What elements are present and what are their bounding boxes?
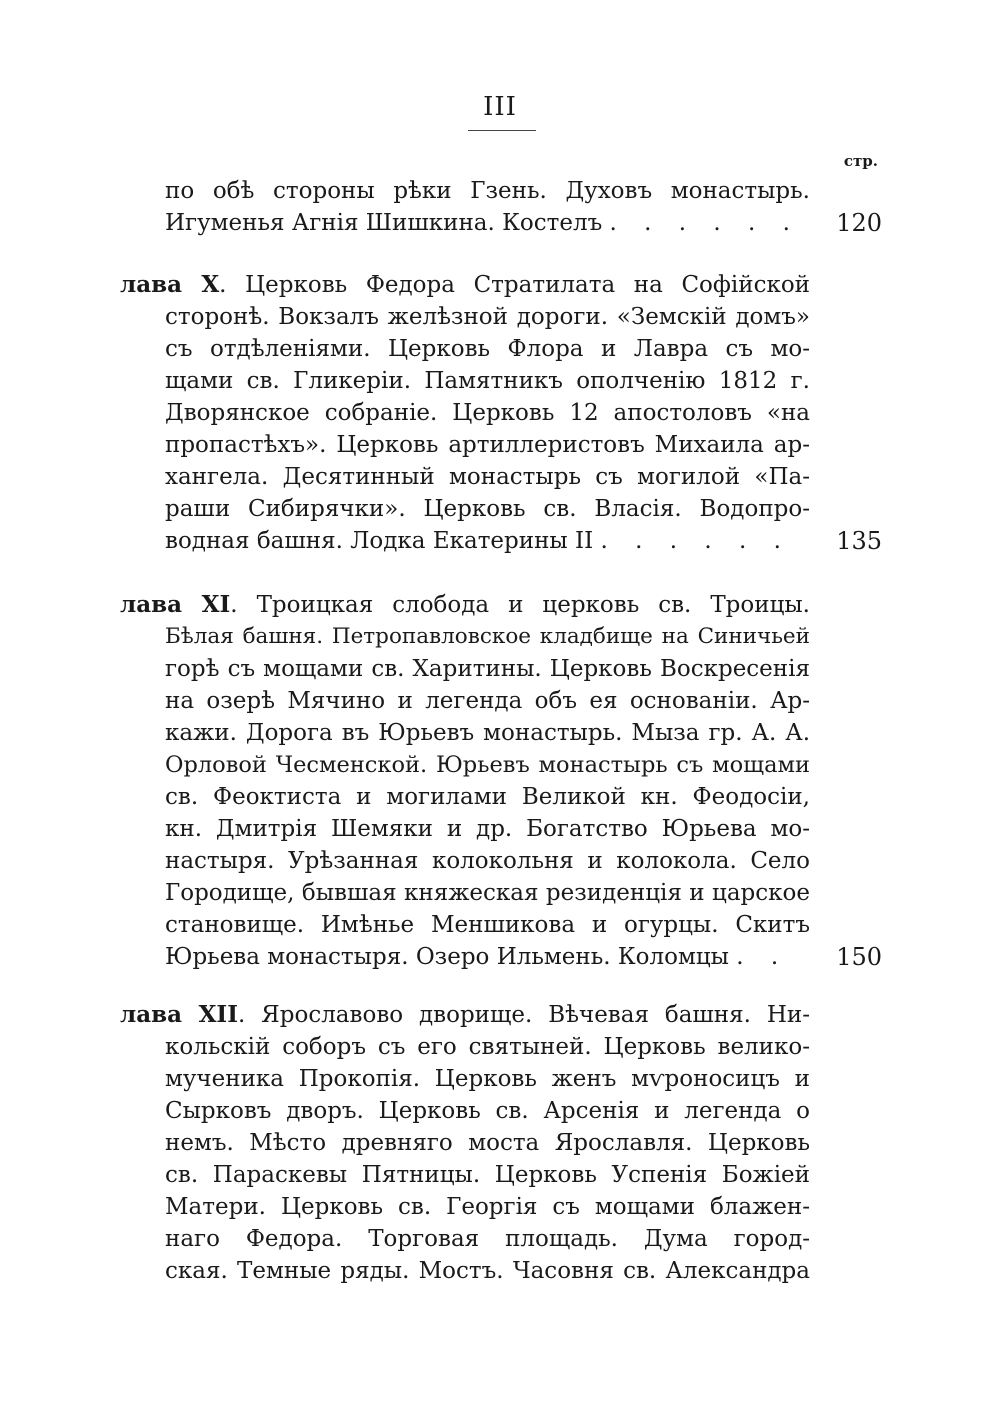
page-reference: 150 — [836, 943, 882, 971]
toc-line: кажи. Дорога въ Юрьевъ монастырь. Мыза гр. А. А. — [165, 720, 810, 746]
page-number: III — [483, 92, 517, 122]
toc-line: по обѣ стороны рѣки Гзень. Духовъ монастырь. — [165, 178, 810, 204]
toc-line: Дворянское собраніе. Церковь 12 апостоловъ «на — [165, 400, 810, 426]
toc-line-text: водная башня. Лодка Екатерины II — [165, 528, 594, 554]
page-reference: 135 — [836, 527, 882, 555]
toc-line: становище. Имѣнье Меншикова и огурцы. Скитъ — [165, 912, 810, 938]
toc-line: лава XII. Ярославово дворище. Вѣчевая башня. Ни- — [120, 1001, 811, 1028]
toc-line: на озерѣ Мячино и легенда объ ея основаніи. Ар- — [165, 688, 810, 714]
chapter-label: лава XI — [120, 591, 231, 618]
toc-line: лава XI. Троицкая слобода и церковь св. Троицы. — [120, 591, 810, 618]
toc-line-text: Юрьева монастыря. Озеро Ильмень. Коломцы — [165, 944, 729, 970]
dot-leader: . . . . . . — [600, 528, 791, 554]
toc-line: наго Федора. Торговая площадь. Дума город- — [165, 1226, 810, 1252]
dot-leader: . . — [736, 944, 789, 970]
toc-line-text: Троицкая слобода и церковь св. Троицы. — [256, 592, 810, 618]
toc-line-text: Ярославово дворище. Вѣчевая башня. Ни- — [261, 1002, 811, 1028]
toc-line: лава X. Церковь Федора Стратилата на Софійской — [120, 271, 811, 298]
toc-line: кольскій соборъ съ его святыней. Церковь велико- — [165, 1034, 810, 1060]
toc-line: ская. Темные ряды. Мостъ. Часовня св. Александра — [165, 1258, 810, 1284]
toc-line: мученика Прокопія. Церковь женъ мѵроносицъ и — [165, 1066, 810, 1092]
toc-line: кн. Дмитрія Шемяки и др. Богатство Юрьева мо- — [165, 816, 810, 842]
toc-line: Бѣлая башня. Петропавловское кладбище на Синичьей — [165, 624, 810, 649]
chapter-label: лава XII — [120, 1001, 238, 1028]
toc-line: Сырковъ дворъ. Церковь св. Арсенія и легенда о — [165, 1098, 810, 1124]
page-column-label: стр. — [843, 152, 878, 170]
toc-line: сторонѣ. Вокзалъ желѣзной дороги. «Земскій домъ» — [165, 304, 810, 330]
toc-line — [165, 526, 810, 556]
page-number-rule — [468, 130, 536, 131]
toc-line — [165, 208, 810, 238]
toc-line — [165, 942, 810, 972]
toc-line: щами св. Гликеріи. Памятникъ ополченію 1812 г. — [165, 368, 810, 394]
page-reference: 120 — [836, 209, 882, 237]
toc-line: горѣ съ мощами св. Харитины. Церковь Воскресенія — [165, 656, 810, 682]
dot-leader: . . . . . . — [609, 210, 800, 236]
toc-line: хангела. Десятинный монастырь съ могилой «Па- — [165, 464, 810, 490]
toc-line: съ отдѣленіями. Церковь Флора и Лавра съ мо- — [165, 336, 810, 362]
toc-line: св. Параскевы Пятницы. Церковь Успенія Божіей — [165, 1162, 810, 1188]
chapter-label: лава X — [120, 271, 220, 298]
toc-line: Городище, бывшая княжеская резиденція и царское — [165, 880, 810, 906]
toc-line: немъ. Мѣсто древняго моста Ярославля. Церковь — [165, 1130, 810, 1156]
toc-line: Орловой Чесменской. Юрьевъ монастырь съ мощами — [165, 752, 810, 778]
toc-line: настыря. Урѣзанная колокольня и колокола. Село — [165, 848, 810, 874]
toc-line-text: Церковь Федора Стратилата на Софійской — [245, 272, 811, 298]
toc-line: Матери. Церковь св. Георгія съ мощами блажен- — [165, 1194, 810, 1220]
toc-line: св. Феоктиста и могилами Великой кн. Феодосіи, — [165, 784, 810, 810]
toc-line-text: Игуменья Агнія Шишкина. Костелъ — [165, 210, 603, 236]
toc-line: пропастѣхъ». Церковь артиллеристовъ Михаила ар- — [165, 432, 810, 458]
toc-line: раши Сибирячки». Церковь св. Власія. Водопро- — [165, 496, 810, 522]
